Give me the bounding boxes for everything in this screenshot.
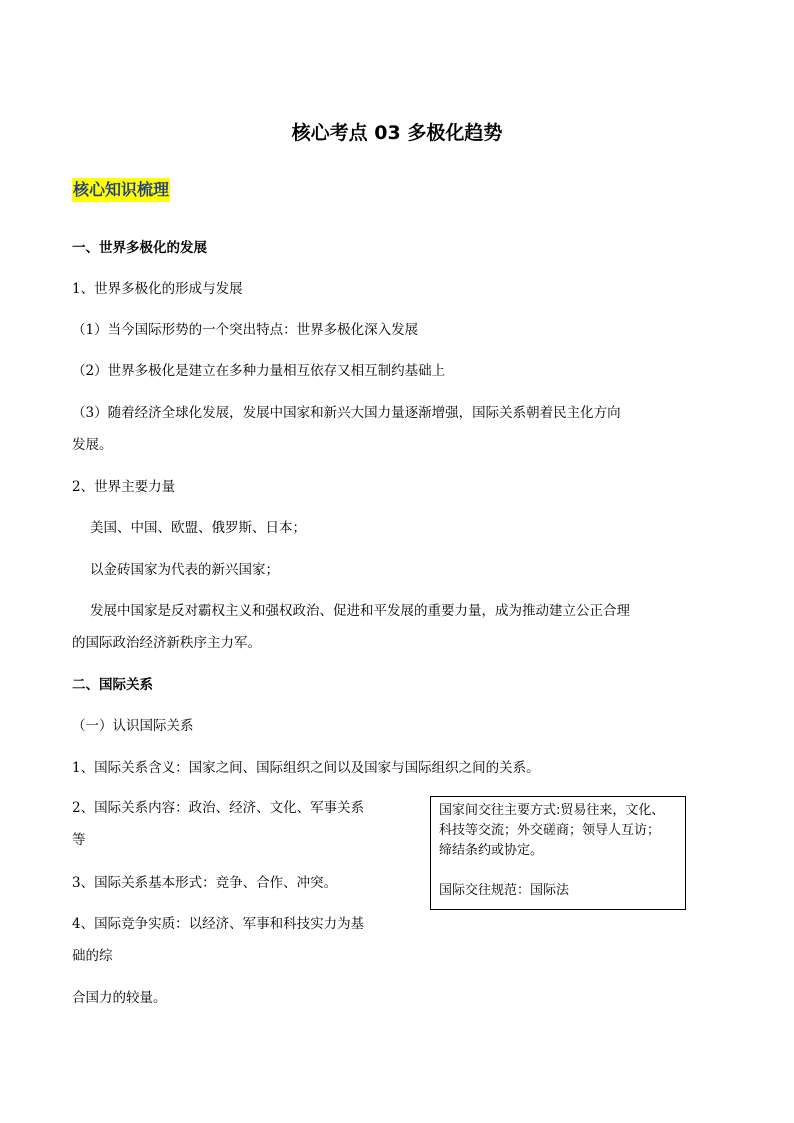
ir-content-line1: 2、国际关系内容：政治、经济、文化、军事关系	[72, 800, 365, 816]
ir-definition: 1、国际关系含义：国家之间、国际组织之间以及国家与国际组织之间的关系。	[72, 760, 540, 776]
section-label: 核心知识梳理	[72, 178, 170, 202]
note-spacer	[439, 861, 677, 881]
ir-competition-line3: 合国力的较量。	[72, 990, 167, 1006]
point-2-developing-line1: 发展中国家是反对霸权主义和强权政治、促进和平发展的重要力量，成为推动建立公正合理	[90, 603, 630, 619]
point-2-developing-line2: 的国际政治经济新秩序主力军。	[72, 635, 261, 651]
note-line-2: 科技等交流；外交磋商；领导人互访；	[439, 823, 661, 838]
point-2-title: 2、世界主要力量	[72, 479, 176, 495]
page-title: 核心考点 03 多极化趋势	[291, 122, 503, 144]
subheading-understand-ir: （一）认识国际关系	[72, 718, 194, 734]
heading-world-multipolarity: 一、世界多极化的发展	[72, 240, 207, 256]
point-1-3-line2: 发展。	[72, 437, 113, 453]
note-line-1: 国家间交往主要方式:贸易往来，文化、	[439, 803, 665, 818]
note-line-3: 缔结条约或协定。	[439, 843, 544, 858]
ir-competition-line1: 4、国际竞争实质：以经济、军事和科技实力为基	[72, 916, 365, 932]
point-1-3-line1: （3）随着经济全球化发展，发展中国家和新兴大国力量逐渐增强，国际关系朝着民主化方向	[72, 405, 621, 421]
point-1-1: （1）当今国际形势的一个突出特点：世界多极化深入发展	[72, 322, 419, 338]
point-1-2: （2）世界多极化是建立在多种力量相互依存又相互制约基础上	[72, 363, 446, 379]
point-2-powers: 美国、中国、欧盟、俄罗斯、日本；	[90, 520, 306, 536]
point-2-emerging: 以金砖国家为代表的新兴国家；	[90, 562, 279, 578]
note-box	[430, 796, 686, 910]
ir-basic-forms: 3、国际关系基本形式：竞争、合作、冲突。	[72, 875, 338, 891]
note-line-4: 国际交往规范：国际法	[439, 883, 570, 898]
heading-international-relations: 二、国际关系	[72, 677, 153, 693]
point-1-title: 1、世界多极化的形成与发展	[72, 281, 243, 297]
ir-content-line2: 等	[72, 832, 86, 848]
ir-competition-line2: 础的综	[72, 948, 113, 964]
